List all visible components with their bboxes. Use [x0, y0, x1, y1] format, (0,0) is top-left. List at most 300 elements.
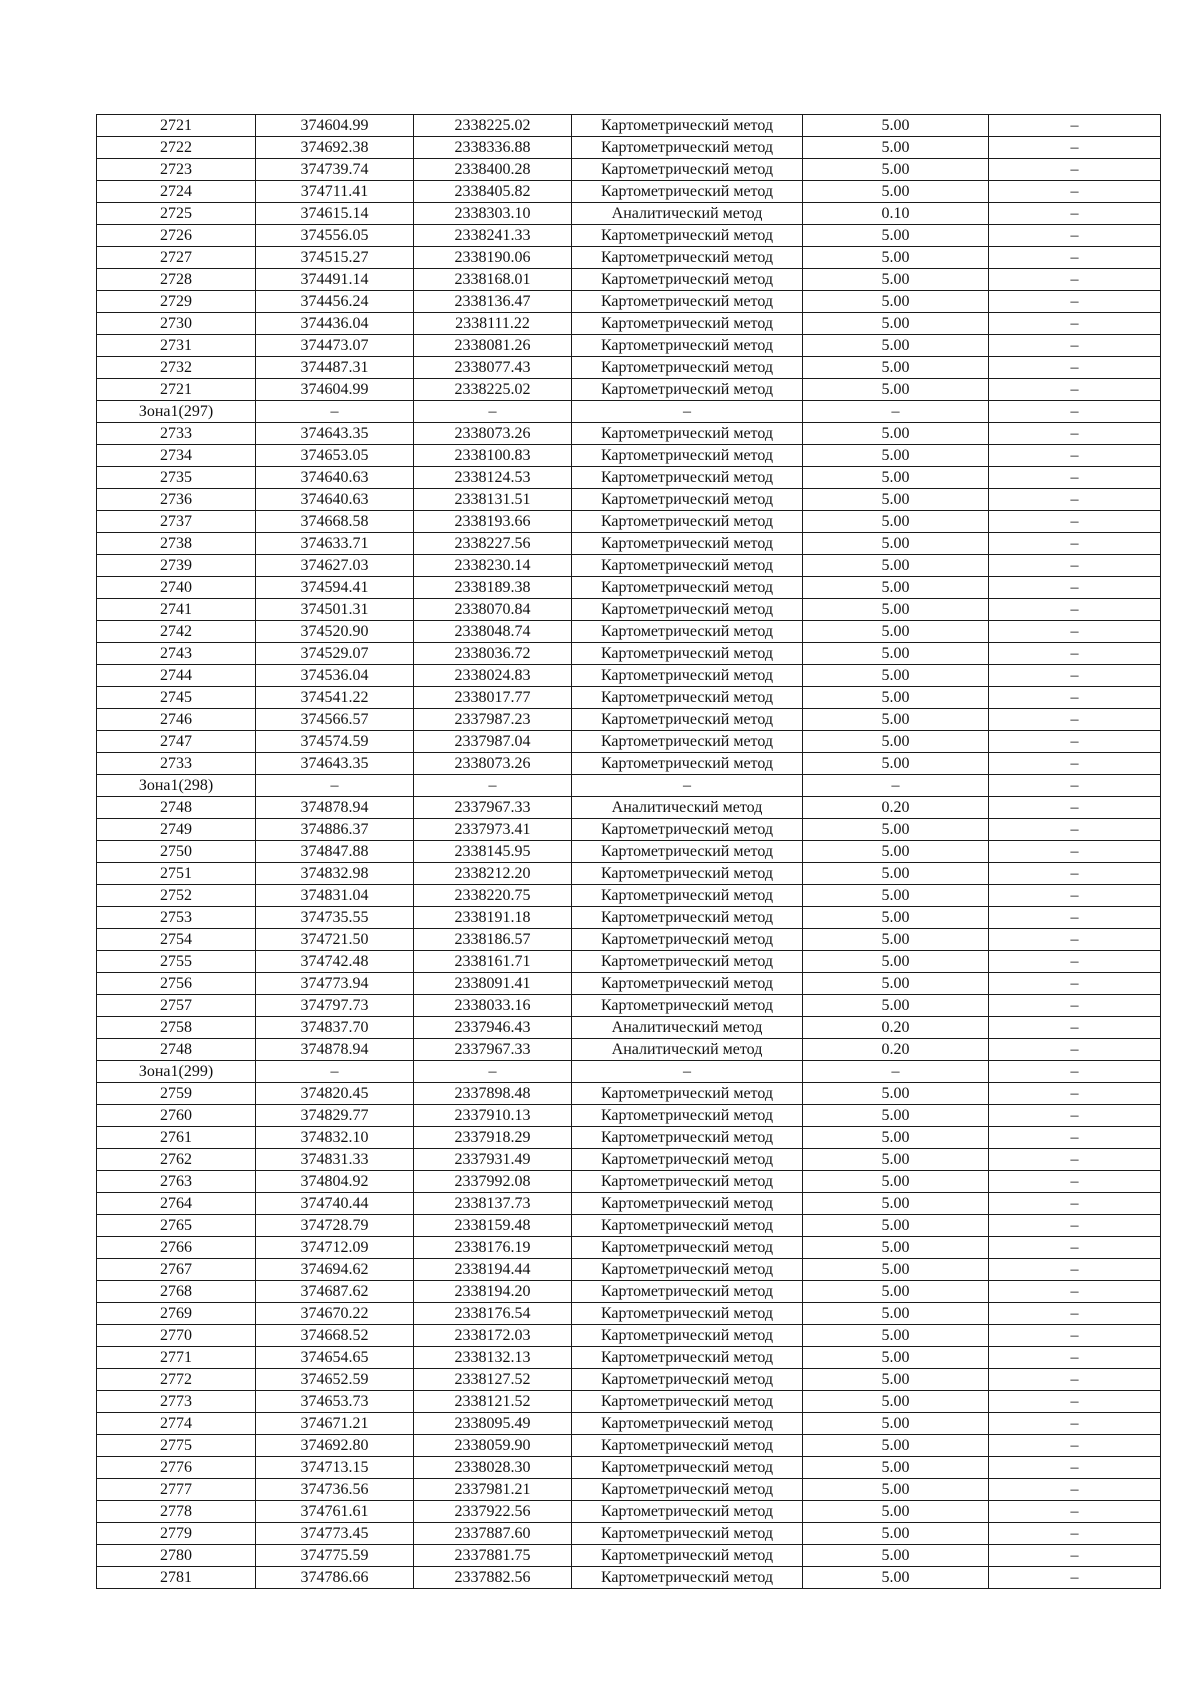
x-coordinate-cell: 374740.44 [256, 1193, 414, 1215]
table-row [97, 1237, 1161, 1259]
y-coordinate-cell: 2337946.43 [414, 1017, 572, 1039]
method-cell: Картометрический метод [572, 1435, 803, 1457]
accuracy-cell: 5.00 [803, 1413, 989, 1435]
point-id-cell: 2753 [97, 907, 256, 929]
description-cell: – [989, 1369, 1161, 1391]
accuracy-cell: 5.00 [803, 643, 989, 665]
table-row [97, 1259, 1161, 1281]
method-cell: Картометрический метод [572, 533, 803, 555]
y-coordinate-cell: 2338124.53 [414, 467, 572, 489]
description-cell: – [989, 1215, 1161, 1237]
description-cell: – [989, 269, 1161, 291]
table-row [97, 313, 1161, 335]
method-cell: Картометрический метод [572, 335, 803, 357]
table-row [97, 1303, 1161, 1325]
point-id-cell: 2768 [97, 1281, 256, 1303]
method-cell: Картометрический метод [572, 1391, 803, 1413]
y-coordinate-cell: 2338048.74 [414, 621, 572, 643]
table-row [97, 1501, 1161, 1523]
description-cell: – [989, 335, 1161, 357]
accuracy-cell: 5.00 [803, 269, 989, 291]
table-row [97, 181, 1161, 203]
method-cell: Картометрический метод [572, 885, 803, 907]
table-row [97, 291, 1161, 313]
y-coordinate-cell: 2337973.41 [414, 819, 572, 841]
point-id-cell: 2763 [97, 1171, 256, 1193]
point-id-cell: 2748 [97, 1039, 256, 1061]
point-id-cell: 2726 [97, 225, 256, 247]
point-id-cell: 2752 [97, 885, 256, 907]
point-id-cell: 2723 [97, 159, 256, 181]
x-coordinate-cell: 374837.70 [256, 1017, 414, 1039]
accuracy-cell: 5.00 [803, 1127, 989, 1149]
table-row [97, 1017, 1161, 1039]
method-cell: Картометрический метод [572, 1347, 803, 1369]
x-coordinate-cell: 374653.05 [256, 445, 414, 467]
table-row [97, 225, 1161, 247]
y-coordinate-cell: 2338227.56 [414, 533, 572, 555]
table-row [97, 1545, 1161, 1567]
accuracy-cell: 5.00 [803, 467, 989, 489]
y-coordinate-cell: 2338176.54 [414, 1303, 572, 1325]
point-id-cell: 2756 [97, 973, 256, 995]
table-row [97, 1039, 1161, 1061]
description-cell: – [989, 1171, 1161, 1193]
point-id-cell: 2721 [97, 379, 256, 401]
method-cell: Картометрический метод [572, 577, 803, 599]
accuracy-cell: 5.00 [803, 137, 989, 159]
method-cell: Картометрический метод [572, 115, 803, 137]
zone-header-row [97, 1061, 1161, 1083]
method-cell: Картометрический метод [572, 1303, 803, 1325]
y-coordinate-cell: 2338303.10 [414, 203, 572, 225]
point-id-cell: 2757 [97, 995, 256, 1017]
point-id-cell: 2780 [97, 1545, 256, 1567]
table-row [97, 335, 1161, 357]
description-cell: – [989, 1237, 1161, 1259]
x-coordinate-cell: 374775.59 [256, 1545, 414, 1567]
x-coordinate-cell: – [256, 1061, 414, 1083]
description-cell: – [989, 863, 1161, 885]
y-coordinate-cell: 2338194.44 [414, 1259, 572, 1281]
table-row [97, 1127, 1161, 1149]
x-coordinate-cell: 374594.41 [256, 577, 414, 599]
point-id-cell: 2739 [97, 555, 256, 577]
description-cell: – [989, 467, 1161, 489]
accuracy-cell: 5.00 [803, 1391, 989, 1413]
description-cell: – [989, 357, 1161, 379]
accuracy-cell: 5.00 [803, 115, 989, 137]
method-cell: – [572, 775, 803, 797]
point-id-cell: 2758 [97, 1017, 256, 1039]
x-coordinate-cell: 374831.04 [256, 885, 414, 907]
x-coordinate-cell: 374640.63 [256, 489, 414, 511]
x-coordinate-cell: 374847.88 [256, 841, 414, 863]
x-coordinate-cell: 374728.79 [256, 1215, 414, 1237]
table-row [97, 687, 1161, 709]
description-cell: – [989, 1435, 1161, 1457]
table-row [97, 841, 1161, 863]
method-cell: Картометрический метод [572, 841, 803, 863]
x-coordinate-cell: 374773.45 [256, 1523, 414, 1545]
y-coordinate-cell: 2338405.82 [414, 181, 572, 203]
table-row [97, 1105, 1161, 1127]
description-cell: – [989, 929, 1161, 951]
table-row [97, 621, 1161, 643]
accuracy-cell: 5.00 [803, 533, 989, 555]
x-coordinate-cell: 374692.38 [256, 137, 414, 159]
point-id-cell: 2766 [97, 1237, 256, 1259]
x-coordinate-cell: 374653.73 [256, 1391, 414, 1413]
point-id-cell: 2751 [97, 863, 256, 885]
accuracy-cell: 5.00 [803, 225, 989, 247]
method-cell: – [572, 401, 803, 423]
y-coordinate-cell: 2338172.03 [414, 1325, 572, 1347]
point-id-cell: 2730 [97, 313, 256, 335]
table-row [97, 423, 1161, 445]
description-cell: – [989, 1567, 1161, 1589]
method-cell: Картометрический метод [572, 357, 803, 379]
x-coordinate-cell: 374773.94 [256, 973, 414, 995]
table-row [97, 1281, 1161, 1303]
method-cell: Картометрический метод [572, 1237, 803, 1259]
accuracy-cell: 0.10 [803, 203, 989, 225]
description-cell: – [989, 753, 1161, 775]
point-id-cell: 2778 [97, 1501, 256, 1523]
table-row [97, 1457, 1161, 1479]
x-coordinate-cell: 374671.21 [256, 1413, 414, 1435]
y-coordinate-cell: 2338225.02 [414, 379, 572, 401]
point-id-cell: 2755 [97, 951, 256, 973]
y-coordinate-cell: – [414, 775, 572, 797]
accuracy-cell: 5.00 [803, 665, 989, 687]
method-cell: Картометрический метод [572, 1501, 803, 1523]
coordinates-table [96, 114, 1161, 1589]
point-id-cell: Зона1(298) [97, 775, 256, 797]
point-id-cell: 2724 [97, 181, 256, 203]
x-coordinate-cell: 374652.59 [256, 1369, 414, 1391]
y-coordinate-cell: 2338194.20 [414, 1281, 572, 1303]
description-cell: – [989, 819, 1161, 841]
description-cell: – [989, 1259, 1161, 1281]
point-id-cell: 2735 [97, 467, 256, 489]
point-id-cell: 2733 [97, 753, 256, 775]
y-coordinate-cell: 2338230.14 [414, 555, 572, 577]
method-cell: Картометрический метод [572, 1413, 803, 1435]
x-coordinate-cell: 374633.71 [256, 533, 414, 555]
description-cell: – [989, 885, 1161, 907]
point-id-cell: 2779 [97, 1523, 256, 1545]
method-cell: Картометрический метод [572, 995, 803, 1017]
point-id-cell: 2748 [97, 797, 256, 819]
y-coordinate-cell: 2338121.52 [414, 1391, 572, 1413]
x-coordinate-cell: 374668.58 [256, 511, 414, 533]
y-coordinate-cell: 2338059.90 [414, 1435, 572, 1457]
y-coordinate-cell: 2338131.51 [414, 489, 572, 511]
point-id-cell: 2776 [97, 1457, 256, 1479]
table-row [97, 1567, 1161, 1589]
method-cell: Картометрический метод [572, 423, 803, 445]
x-coordinate-cell: 374761.61 [256, 1501, 414, 1523]
y-coordinate-cell: 2338400.28 [414, 159, 572, 181]
accuracy-cell: 5.00 [803, 159, 989, 181]
accuracy-cell: 5.00 [803, 819, 989, 841]
accuracy-cell: 5.00 [803, 995, 989, 1017]
accuracy-cell: 5.00 [803, 511, 989, 533]
description-cell: – [989, 995, 1161, 1017]
y-coordinate-cell: 2338225.02 [414, 115, 572, 137]
point-id-cell: Зона1(299) [97, 1061, 256, 1083]
x-coordinate-cell: 374627.03 [256, 555, 414, 577]
table-row [97, 1347, 1161, 1369]
x-coordinate-cell: 374541.22 [256, 687, 414, 709]
table-row [97, 511, 1161, 533]
method-cell: Картометрический метод [572, 1479, 803, 1501]
zone-header-row [97, 401, 1161, 423]
point-id-cell: 2725 [97, 203, 256, 225]
point-id-cell: 2749 [97, 819, 256, 841]
x-coordinate-cell: 374692.80 [256, 1435, 414, 1457]
point-id-cell: 2764 [97, 1193, 256, 1215]
y-coordinate-cell: 2338091.41 [414, 973, 572, 995]
description-cell: – [989, 511, 1161, 533]
description-cell: – [989, 533, 1161, 555]
accuracy-cell: 5.00 [803, 863, 989, 885]
accuracy-cell: 5.00 [803, 555, 989, 577]
accuracy-cell: 5.00 [803, 1083, 989, 1105]
x-coordinate-cell: 374878.94 [256, 1039, 414, 1061]
accuracy-cell: 5.00 [803, 1193, 989, 1215]
y-coordinate-cell: – [414, 1061, 572, 1083]
table-row [97, 709, 1161, 731]
x-coordinate-cell: 374520.90 [256, 621, 414, 643]
method-cell: Картометрический метод [572, 269, 803, 291]
table-row [97, 115, 1161, 137]
x-coordinate-cell: 374721.50 [256, 929, 414, 951]
y-coordinate-cell: 2337881.75 [414, 1545, 572, 1567]
accuracy-cell: 5.00 [803, 379, 989, 401]
method-cell: Картометрический метод [572, 1127, 803, 1149]
description-cell: – [989, 1193, 1161, 1215]
x-coordinate-cell: 374668.52 [256, 1325, 414, 1347]
table-row [97, 159, 1161, 181]
x-coordinate-cell: 374654.65 [256, 1347, 414, 1369]
y-coordinate-cell: 2338159.48 [414, 1215, 572, 1237]
y-coordinate-cell: 2338100.83 [414, 445, 572, 467]
y-coordinate-cell: 2337987.04 [414, 731, 572, 753]
point-id-cell: 2767 [97, 1259, 256, 1281]
accuracy-cell: 5.00 [803, 181, 989, 203]
accuracy-cell: 0.20 [803, 1039, 989, 1061]
y-coordinate-cell: 2337910.13 [414, 1105, 572, 1127]
y-coordinate-cell: 2338336.88 [414, 137, 572, 159]
method-cell: Картометрический метод [572, 247, 803, 269]
point-id-cell: 2771 [97, 1347, 256, 1369]
y-coordinate-cell: 2337987.23 [414, 709, 572, 731]
table-row [97, 995, 1161, 1017]
y-coordinate-cell: 2338024.83 [414, 665, 572, 687]
table-row [97, 1083, 1161, 1105]
x-coordinate-cell: 374566.57 [256, 709, 414, 731]
table-row [97, 357, 1161, 379]
y-coordinate-cell: 2338017.77 [414, 687, 572, 709]
method-cell: Картометрический метод [572, 555, 803, 577]
description-cell: – [989, 1083, 1161, 1105]
x-coordinate-cell: 374832.10 [256, 1127, 414, 1149]
point-id-cell: 2781 [97, 1567, 256, 1589]
point-id-cell: 2736 [97, 489, 256, 511]
method-cell: Картометрический метод [572, 137, 803, 159]
x-coordinate-cell: 374556.05 [256, 225, 414, 247]
description-cell: – [989, 401, 1161, 423]
y-coordinate-cell: 2338033.16 [414, 995, 572, 1017]
x-coordinate-cell: – [256, 775, 414, 797]
point-id-cell: 2750 [97, 841, 256, 863]
y-coordinate-cell: 2338189.38 [414, 577, 572, 599]
table-row [97, 489, 1161, 511]
y-coordinate-cell: 2337992.08 [414, 1171, 572, 1193]
point-id-cell: 2728 [97, 269, 256, 291]
y-coordinate-cell: 2338220.75 [414, 885, 572, 907]
method-cell: Картометрический метод [572, 159, 803, 181]
y-coordinate-cell: 2338132.13 [414, 1347, 572, 1369]
accuracy-cell: 5.00 [803, 1325, 989, 1347]
x-coordinate-cell: 374574.59 [256, 731, 414, 753]
method-cell: Картометрический метод [572, 687, 803, 709]
y-coordinate-cell: 2338241.33 [414, 225, 572, 247]
method-cell: Картометрический метод [572, 929, 803, 951]
x-coordinate-cell: 374643.35 [256, 753, 414, 775]
y-coordinate-cell: 2337967.33 [414, 797, 572, 819]
x-coordinate-cell: 374736.56 [256, 1479, 414, 1501]
x-coordinate-cell: 374501.31 [256, 599, 414, 621]
accuracy-cell: 5.00 [803, 1501, 989, 1523]
point-id-cell: 2727 [97, 247, 256, 269]
method-cell: Картометрический метод [572, 753, 803, 775]
description-cell: – [989, 225, 1161, 247]
method-cell: Картометрический метод [572, 225, 803, 247]
method-cell: Картометрический метод [572, 1083, 803, 1105]
y-coordinate-cell: 2338077.43 [414, 357, 572, 379]
description-cell: – [989, 1391, 1161, 1413]
point-id-cell: 2731 [97, 335, 256, 357]
table-row [97, 753, 1161, 775]
description-cell: – [989, 1105, 1161, 1127]
table-row [97, 907, 1161, 929]
method-cell: Картометрический метод [572, 1215, 803, 1237]
table-row [97, 973, 1161, 995]
method-cell: Картометрический метод [572, 621, 803, 643]
method-cell: – [572, 1061, 803, 1083]
point-id-cell: 2745 [97, 687, 256, 709]
x-coordinate-cell: 374829.77 [256, 1105, 414, 1127]
x-coordinate-cell: 374804.92 [256, 1171, 414, 1193]
y-coordinate-cell: 2338036.72 [414, 643, 572, 665]
accuracy-cell: 5.00 [803, 313, 989, 335]
point-id-cell: 2743 [97, 643, 256, 665]
x-coordinate-cell: 374712.09 [256, 1237, 414, 1259]
point-id-cell: 2769 [97, 1303, 256, 1325]
description-cell: – [989, 687, 1161, 709]
description-cell: – [989, 643, 1161, 665]
zone-header-row [97, 775, 1161, 797]
point-id-cell: 2774 [97, 1413, 256, 1435]
point-id-cell: 2754 [97, 929, 256, 951]
description-cell: – [989, 907, 1161, 929]
method-cell: Картометрический метод [572, 1149, 803, 1171]
table-row [97, 379, 1161, 401]
accuracy-cell: 5.00 [803, 907, 989, 929]
point-id-cell: 2761 [97, 1127, 256, 1149]
x-coordinate-cell: 374820.45 [256, 1083, 414, 1105]
x-coordinate-cell: 374436.04 [256, 313, 414, 335]
point-id-cell: 2729 [97, 291, 256, 313]
table-row [97, 1193, 1161, 1215]
description-cell: – [989, 1413, 1161, 1435]
description-cell: – [989, 1501, 1161, 1523]
x-coordinate-cell: 374742.48 [256, 951, 414, 973]
accuracy-cell: 5.00 [803, 1303, 989, 1325]
y-coordinate-cell: 2338127.52 [414, 1369, 572, 1391]
x-coordinate-cell: 374786.66 [256, 1567, 414, 1589]
method-cell: Картометрический метод [572, 731, 803, 753]
point-id-cell: 2738 [97, 533, 256, 555]
point-id-cell: 2742 [97, 621, 256, 643]
accuracy-cell: 5.00 [803, 1237, 989, 1259]
accuracy-cell: 5.00 [803, 951, 989, 973]
table-row [97, 247, 1161, 269]
description-cell: – [989, 1347, 1161, 1369]
description-cell: – [989, 665, 1161, 687]
point-id-cell: 2772 [97, 1369, 256, 1391]
method-cell: Картометрический метод [572, 1259, 803, 1281]
description-cell: – [989, 1523, 1161, 1545]
point-id-cell: Зона1(297) [97, 401, 256, 423]
y-coordinate-cell: 2337922.56 [414, 1501, 572, 1523]
description-cell: – [989, 203, 1161, 225]
accuracy-cell: 5.00 [803, 1457, 989, 1479]
description-cell: – [989, 1039, 1161, 1061]
description-cell: – [989, 181, 1161, 203]
method-cell: Картометрический метод [572, 951, 803, 973]
accuracy-cell: 5.00 [803, 841, 989, 863]
method-cell: Картометрический метод [572, 599, 803, 621]
y-coordinate-cell: 2338145.95 [414, 841, 572, 863]
table-row [97, 445, 1161, 467]
table-row [97, 137, 1161, 159]
accuracy-cell: 5.00 [803, 1567, 989, 1589]
x-coordinate-cell: 374739.74 [256, 159, 414, 181]
method-cell: Картометрический метод [572, 1369, 803, 1391]
description-cell: – [989, 797, 1161, 819]
y-coordinate-cell: 2338161.71 [414, 951, 572, 973]
point-id-cell: 2746 [97, 709, 256, 731]
x-coordinate-cell: 374711.41 [256, 181, 414, 203]
description-cell: – [989, 1149, 1161, 1171]
point-id-cell: 2737 [97, 511, 256, 533]
method-cell: Картометрический метод [572, 1567, 803, 1589]
description-cell: – [989, 159, 1161, 181]
y-coordinate-cell: 2337967.33 [414, 1039, 572, 1061]
accuracy-cell: 5.00 [803, 599, 989, 621]
table-row [97, 1479, 1161, 1501]
description-cell: – [989, 445, 1161, 467]
y-coordinate-cell: 2338111.22 [414, 313, 572, 335]
y-coordinate-cell: 2337898.48 [414, 1083, 572, 1105]
x-coordinate-cell: 374694.62 [256, 1259, 414, 1281]
accuracy-cell: 5.00 [803, 1171, 989, 1193]
description-cell: – [989, 577, 1161, 599]
